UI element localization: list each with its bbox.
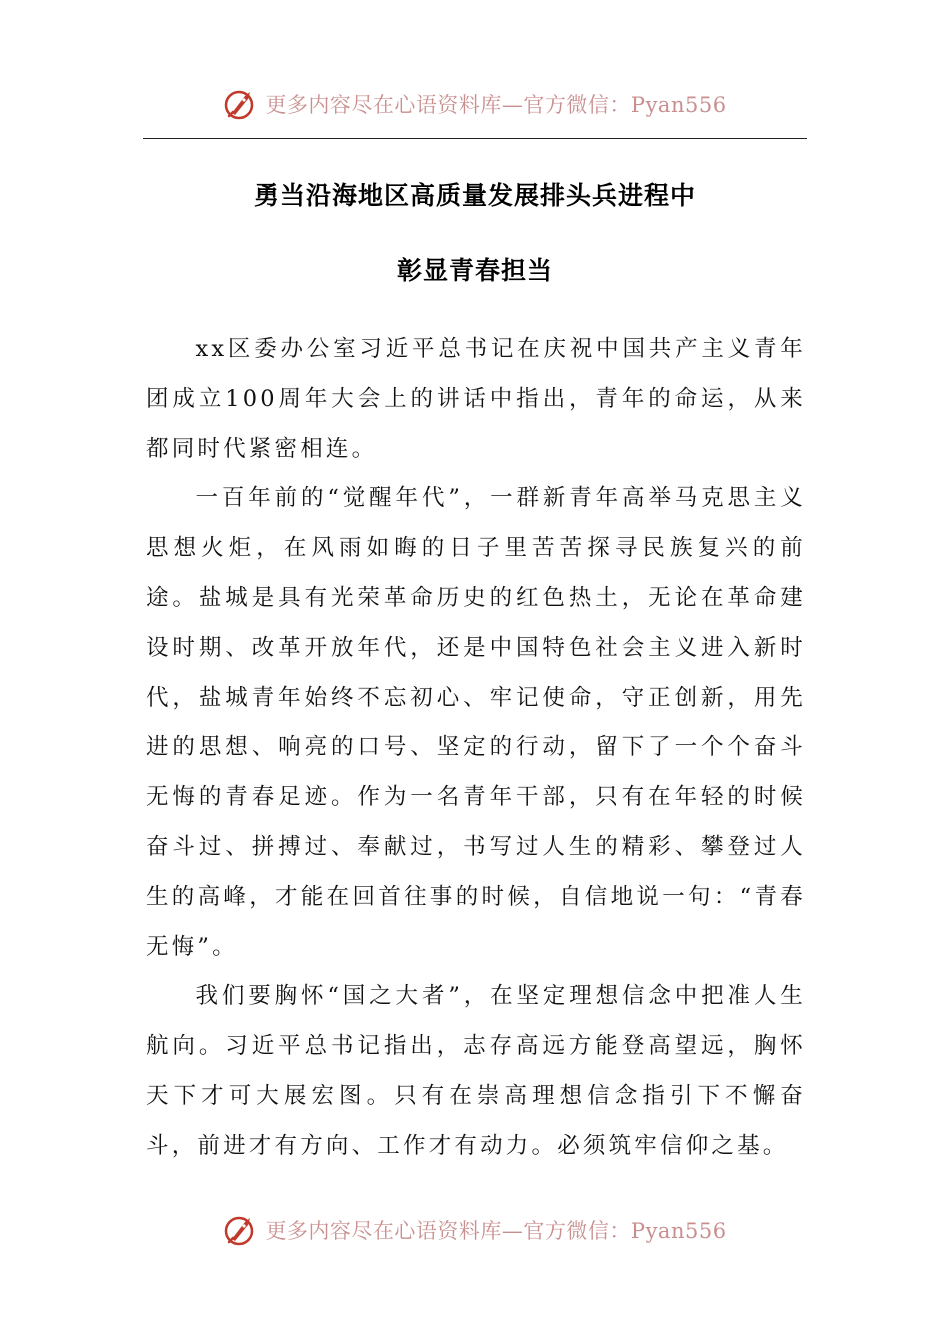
footer-banner — [0, 1210, 950, 1250]
document-title-line-2: 彰显青春担当 — [396, 256, 553, 285]
paragraph-3: 我们要胸怀“国之大者”，在坚定理想信念中把准人生航向。习近平总书记指出，志存高远方能登高望远，胸怀天下才可大展宏图。只有在崇高理想信念指引下不懈奋斗，前进才有方向、工作才有动力。必须筑牢信仰之基。 — [146, 983, 806, 1159]
pen-nib-logo-icon — [223, 86, 259, 122]
footer-banner-text: 更多内容尽在心语资料库—官方微信：Pyan556 — [265, 1219, 727, 1243]
document-body — [146, 325, 806, 1172]
document-title-line-1: 勇当沿海地区高质量发展排头兵进程中 — [253, 181, 696, 210]
header-banner — [0, 84, 950, 124]
paragraph-1: xx区委办公室习近平总书记在庆祝中国共产主义青年团成立100周年大会上的讲话中指出，青年的命运，从来都同时代紧密相连。 — [146, 336, 806, 462]
pen-nib-logo-icon — [223, 1212, 259, 1248]
header-divider — [143, 138, 807, 139]
paragraph-2: 一百年前的“觉醒年代”，一群新青年高举马克思主义思想火炬，在风雨如晦的日子里苦苦探寻民族复兴的前途。盐城是具有光荣革命历史的红色热土，无论在革命建设时期、改革开放年代，还是中国特色社会主义进入新时代，盐城青年始终不忘初心、牢记使命，守正创新，用先进的思想、响亮的口号、坚定的行动，留下了一个个奋斗无悔的青春足迹。作为一名青年干部，只有在年轻的时候奋斗过、拼搏过、奉献过，书写过人生的精彩、攀登过人生的高峰，才能在回首往事的时候，自信地说一句：“青春无悔”。 — [146, 485, 806, 960]
header-banner-text: 更多内容尽在心语资料库—官方微信：Pyan556 — [265, 93, 727, 117]
